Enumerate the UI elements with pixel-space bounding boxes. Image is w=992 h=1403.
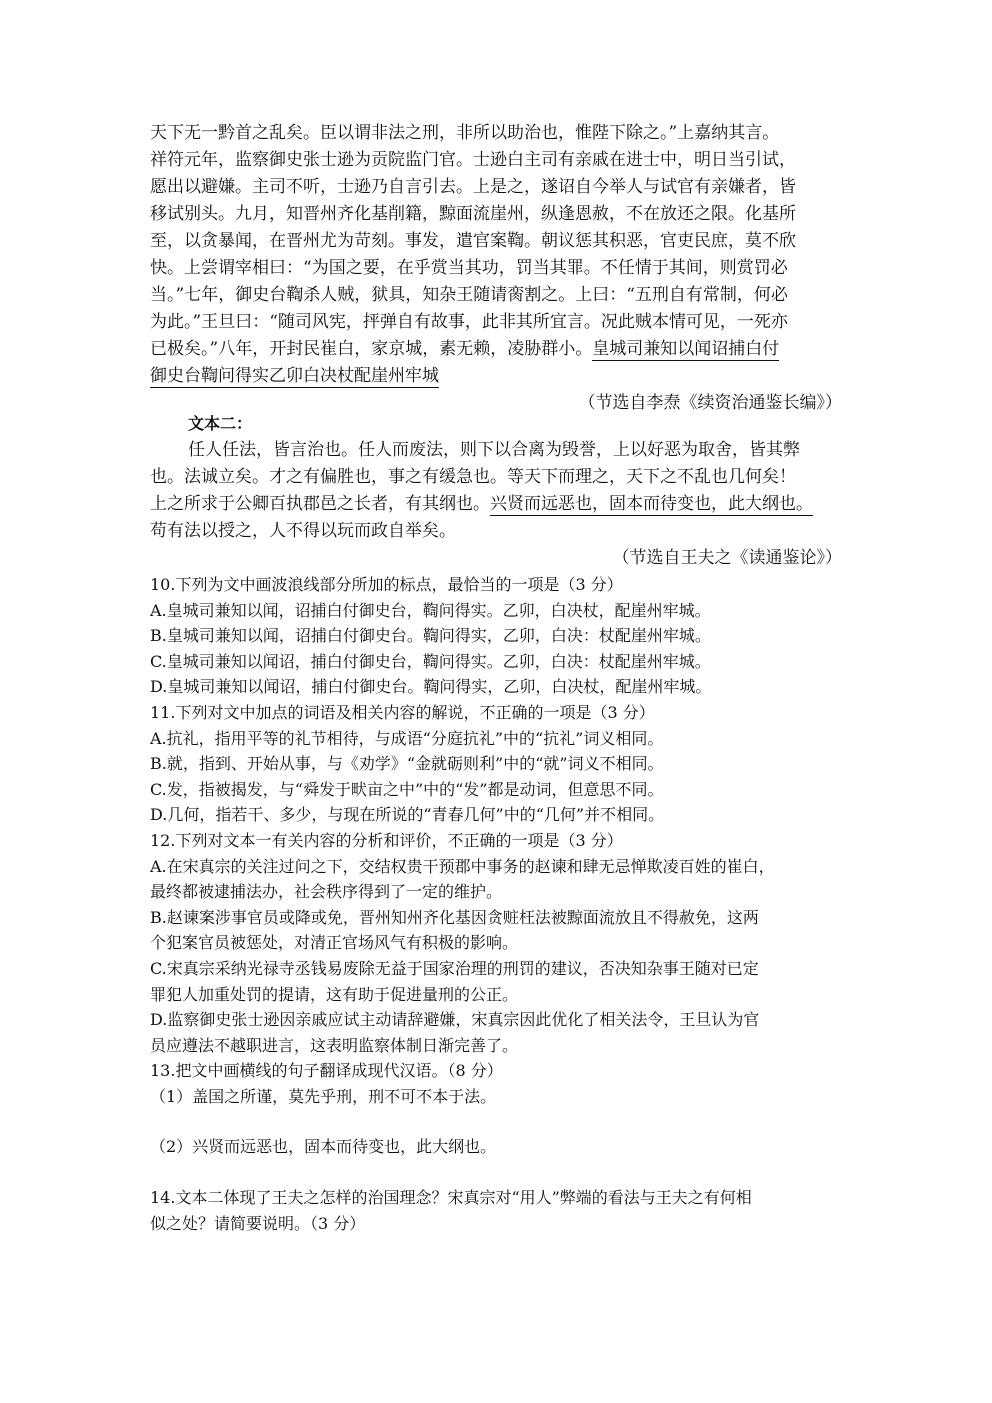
- passage-line: 天下无一黔首之乱矣。臣以谓非法之刑，非所以助治也，惟陛下除之。”上嘉纳其言。: [150, 123, 780, 143]
- passage-text: 已极矣。”八年，开封民崔白，家京城，素无赖，凌胁群小。: [150, 339, 593, 359]
- question-12-option-d-cont: 员应遵法不越职进言，这表明监察体制日渐完善了。: [150, 1035, 519, 1055]
- question-11-stem: 11.下列对文中加点的词语及相关内容的解说，不正确的一项是（3 分）: [150, 702, 655, 722]
- section-heading: 文本二：: [188, 414, 253, 433]
- answer-space: [150, 1109, 842, 1134]
- wavy-line-sentence: 皇城司兼知以闻诏捕白付: [592, 339, 780, 359]
- passage-line: 也。法诚立矣。才之有偏胜也，事之有缓急也。等天下而理之，天下之不乱也几何矣！: [150, 467, 796, 487]
- question-13-item-2: （2）兴贤而远恶也，固本而待变也，此大纲也。: [150, 1137, 497, 1157]
- question-10-option-a: A.皇城司兼知以闻，诏捕白付御史台，鞫问得实。乙卯，白决杖，配崖州牢城。: [150, 600, 711, 620]
- question-12-option-d: D.监察御史张士逊因亲戚应试主动请辞避嫌，宋真宗因此优化了相关法令，王旦认为官: [150, 1010, 760, 1030]
- passage-line: [150, 336, 842, 363]
- passage-line: 任人任法，皆言治也。任人而废法，则下以合离为毁誉，上以好恶为取舍，皆其弊: [188, 440, 800, 460]
- passage-line: 当。”七年，御史台鞫杀人贼，狱具，知杂王随请脔割之。上曰：“五刑自有常制，何必: [150, 285, 788, 305]
- wavy-line-sentence: 御史台鞫问得实乙卯白决杖配崖州牢城: [150, 366, 439, 386]
- answer-space: [150, 1160, 842, 1185]
- question-11-option-b: B.就，指到、开始从事，与《劝学》“金就砺则利”中的“就”词义不相同。: [150, 754, 664, 774]
- text-two-passage: [150, 410, 842, 572]
- question-10-option-c: C.皇城司兼知以闻诏，捕白付御史台，鞫问得实。乙卯，白决：杖配崖州牢城。: [150, 651, 711, 671]
- question-14-stem-cont: 似之处？请简要说明。（3 分）: [150, 1213, 366, 1233]
- source-citation: （节选自王夫之《读通鉴论》）: [612, 548, 842, 568]
- source-citation: （节选自李焘《续资治通鉴长编》）: [578, 393, 842, 413]
- question-13-item-1: （1）盖国之所谨，莫先乎刑，刑不可不本于法。: [150, 1086, 497, 1106]
- question-12-option-b: B.赵谏案涉事官员或降或免，晋州知州齐化基因贪赃枉法被黥面流放且不得赦免，这两: [150, 907, 759, 927]
- question-11-option-c: C.发，指被揭发，与“舜发于畎亩之中”中的“发”都是动词，但意思不同。: [150, 779, 664, 799]
- question-13-stem: 13.把文中画横线的句子翻译成现代汉语。（8 分）: [150, 1061, 503, 1081]
- passage-text: 上之所求于公卿百执郡邑之长者，有其纲也。: [150, 494, 490, 514]
- question-14-stem: 14.文本二体现了王夫之怎样的治国理念？宋真宗对“用人”弊端的看法与王夫之有何相: [150, 1188, 752, 1208]
- passage-line: 苟有法以授之，人不得以玩而政自举矣。: [150, 521, 456, 541]
- passage-line: 愿出以避嫌。主司不听，士逊乃自言引去。上是之，遂诏自今举人与试官有亲嫌者，皆: [150, 177, 796, 197]
- question-11-option-d: D.几何，指若干、多少，与现在所说的“青春几何”中的“几何”并不相同。: [150, 805, 665, 825]
- passage-line: 至，以贪暴闻，在晋州尤为苛刻。事发，遣官案鞫。朝议惩其积恶，官吏民庶，莫不欣: [150, 231, 796, 251]
- question-12-stem: 12.下列对文本一有关内容的分析和评价，不正确的一项是（3 分）: [150, 830, 623, 850]
- question-11-option-a: A.抗礼，指用平等的礼节相待，与成语“分庭抗礼”中的“抗礼”词义相同。: [150, 728, 664, 748]
- question-12-option-b-cont: 个犯案官员被惩处，对清正官场风气有积极的影响。: [150, 933, 519, 953]
- question-10-option-b: B.皇城司兼知以闻，诏捕白付御史台。鞫问得实，乙卯，白决：杖配崖州牢城。: [150, 626, 711, 646]
- passage-line: [150, 491, 842, 518]
- question-12-option-a: A.在宋真宗的关注过问之下，交结权贵干预郡中事务的赵谏和肆无忌惮欺凌百姓的崔白，: [150, 856, 775, 876]
- question-12-option-c-cont: 罪犯人加重处罚的提请，这有助于促进量刑的公正。: [150, 984, 519, 1004]
- underlined-sentence: 兴贤而远恶也，固本而待变也，此大纲也。: [490, 494, 813, 514]
- question-12-option-c: C.宋真宗采纳光禄寺丞钱易废除无益于国家治理的刑罚的建议，否决知杂事王随对已定: [150, 958, 759, 978]
- passage-line: [150, 363, 842, 390]
- passage-line: 祥符元年，监察御史张士逊为贡院监门官。士逊白主司有亲戚在进士中，明日当引试，: [150, 150, 796, 170]
- question-12-option-a-cont: 最终都被逮捕法办，社会秩序得到了一定的维护。: [150, 882, 503, 902]
- passage-line: 快。上尝谓宰相曰：“为国之要，在乎赏当其功，罚当其罪。不任情于其间，则赏罚必: [150, 258, 788, 278]
- passage-line: 移试别头。九月，知晋州齐化基削籍，黥面流崖州，纵逢恩赦，不在放还之限。化基所: [150, 204, 796, 224]
- questions: [150, 572, 842, 1236]
- text-one-passage: [150, 120, 842, 417]
- passage-line: 为此。”王旦曰：“随司风宪，抨弹自有故事，此非其所宜言。况此贼本情可见，一死亦: [150, 312, 788, 332]
- question-10-stem: 10.下列为文中画波浪线部分所加的标点，最恰当的一项是（3 分）: [150, 575, 623, 594]
- question-10-option-d: D.皇城司兼知以闻诏，捕白付御史台。鞫问得实，乙卯，白决杖，配崖州牢城。: [150, 677, 712, 697]
